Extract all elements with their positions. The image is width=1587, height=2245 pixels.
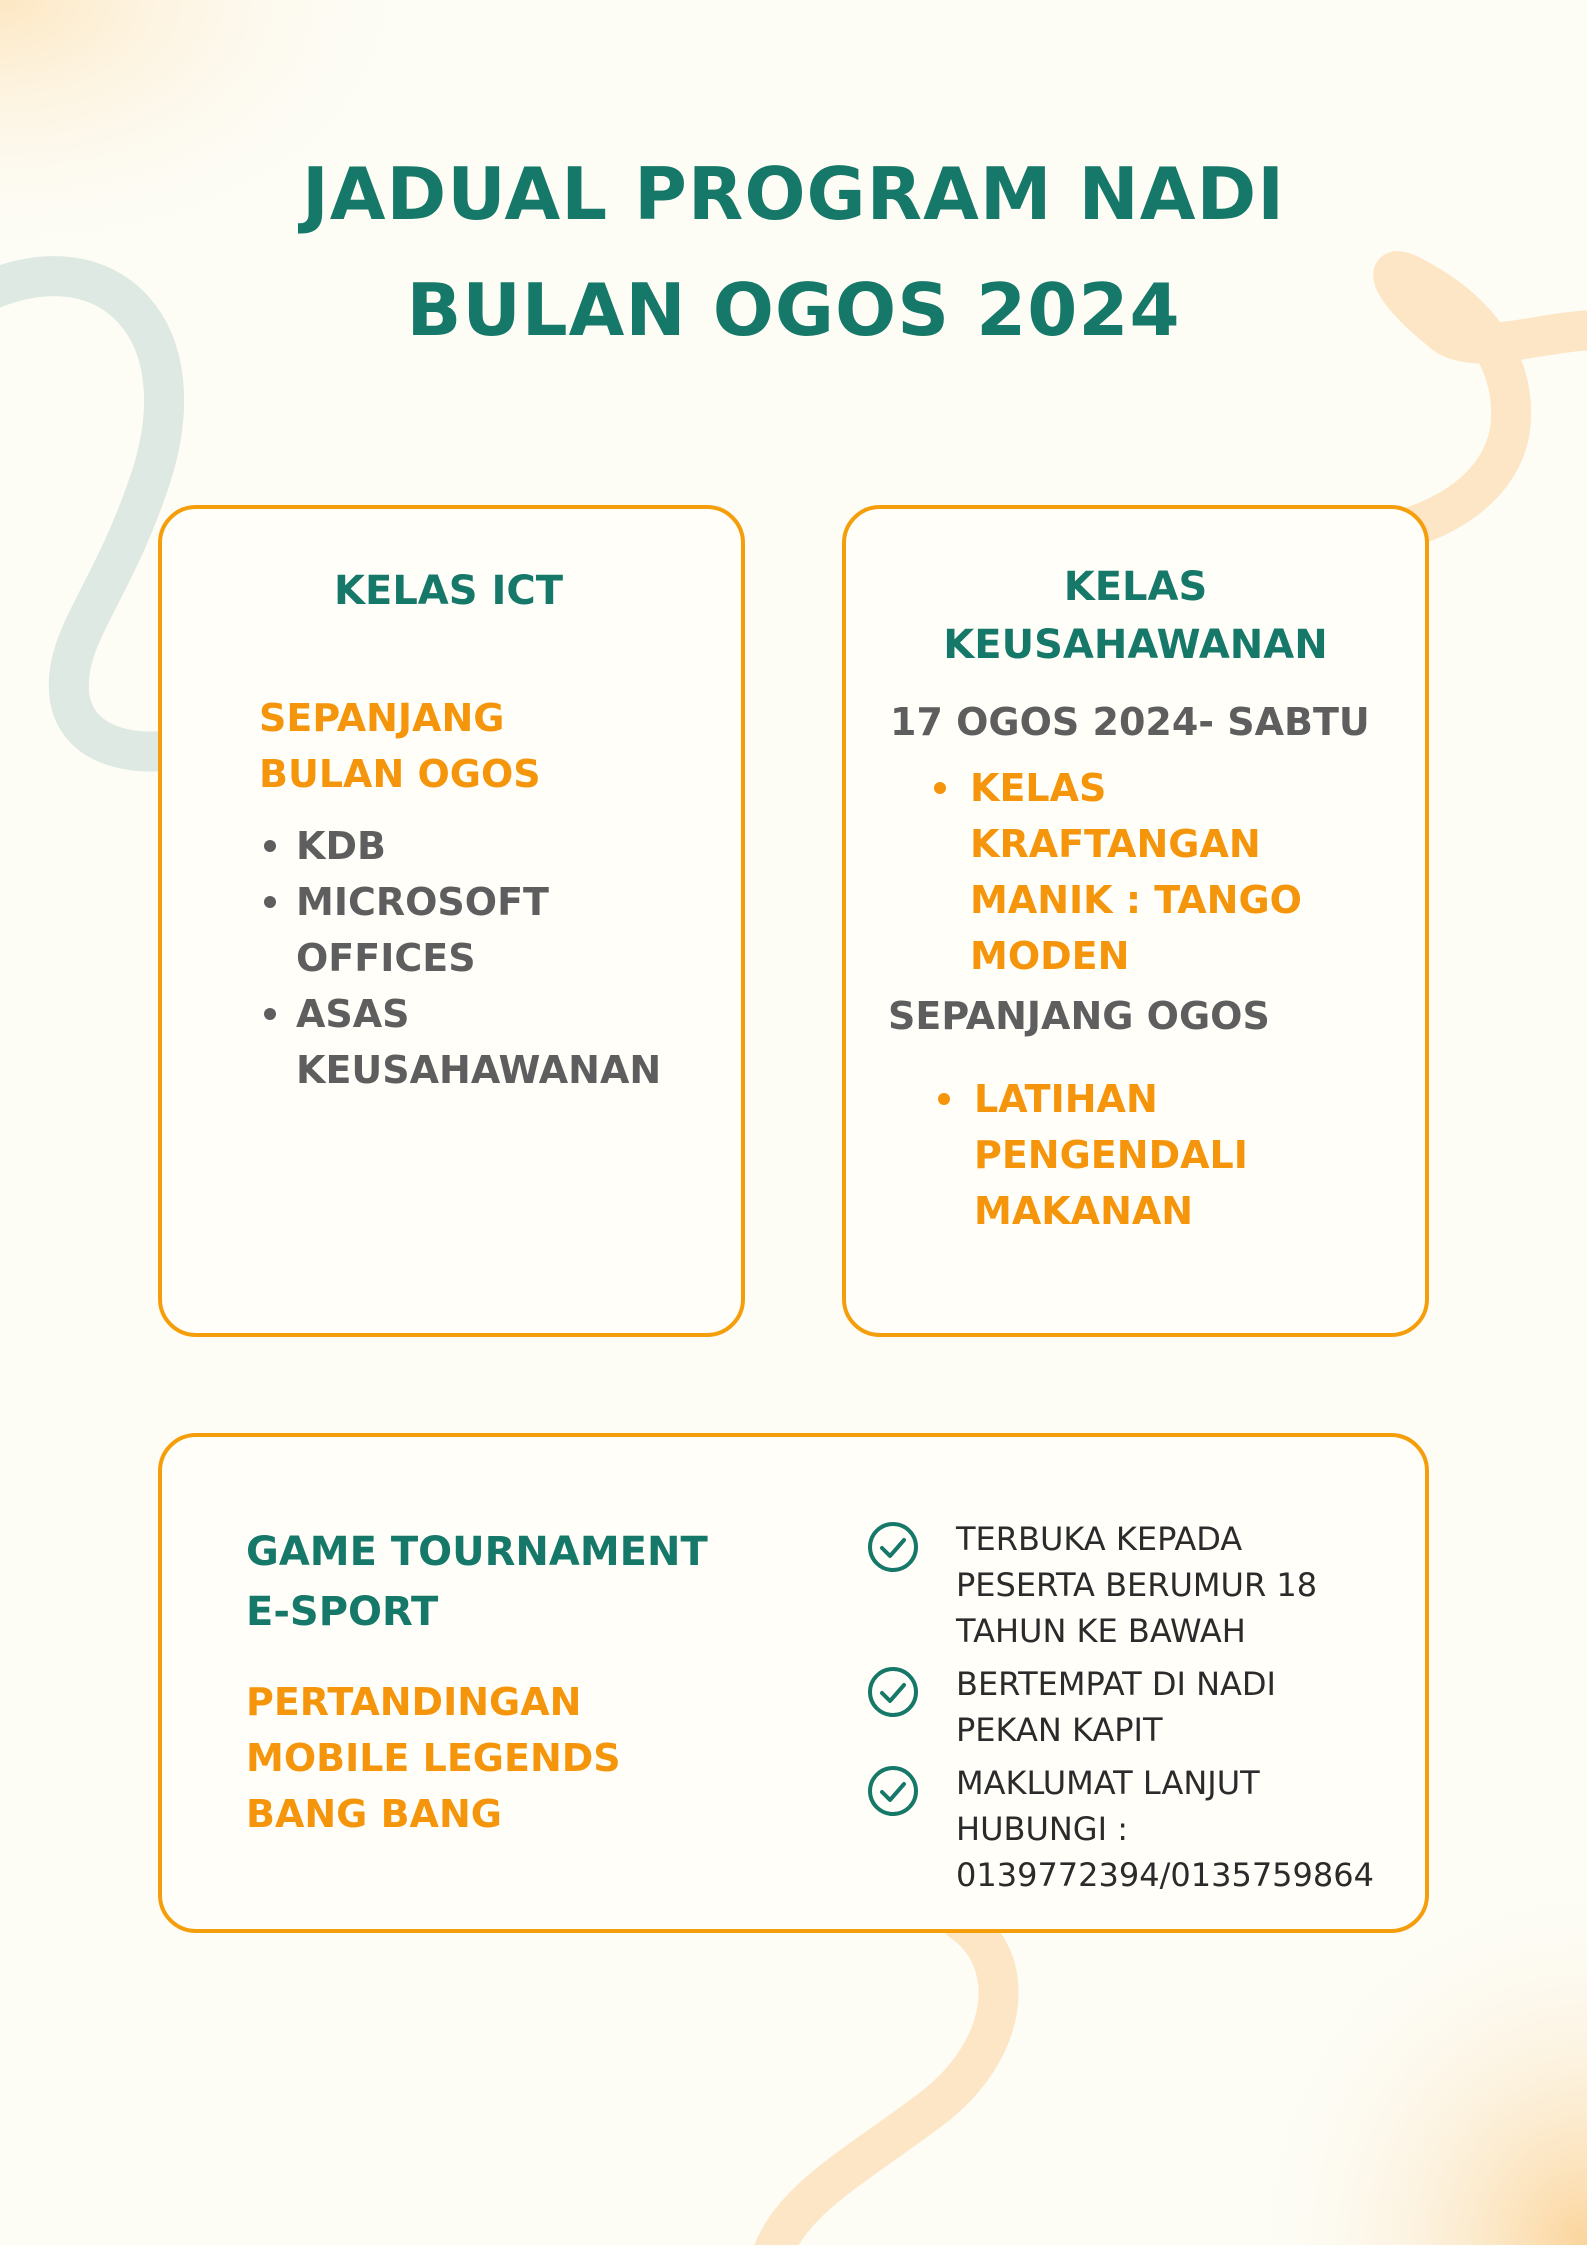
ict-period-line2: BULAN OGOS (259, 752, 541, 796)
esport-sub-line3: BANG BANG (246, 1792, 502, 1836)
list-item-text: LATIHAN (974, 1077, 1158, 1121)
page-title-line2: BULAN OGOS 2024 (406, 268, 1181, 352)
business-date1-items (934, 760, 1302, 984)
list-item-text: ASAS (296, 992, 410, 1036)
business-date2-items (938, 1071, 1248, 1239)
business-date-1: 17 OGOS 2024- SABTU (890, 700, 1370, 744)
list-item-text: OFFICES (296, 936, 476, 980)
bullet-dot (934, 782, 946, 794)
business-heading-line2: KEUSAHAWANAN (943, 622, 1328, 668)
esport-sub-line1: PERTANDINGAN (246, 1680, 582, 1724)
list-item (934, 760, 1302, 984)
business-card-heading (842, 558, 1429, 674)
list-item (260, 818, 661, 874)
contact-phone-numbers: 0139772394/0135759864 (956, 1856, 1374, 1894)
page-title-line1: JADUAL PROGRAM NADI (301, 152, 1286, 236)
ict-card-heading: KELAS ICT (334, 568, 564, 614)
list-item-text: MAKANAN (974, 1189, 1194, 1233)
teal-swirl-left (0, 276, 170, 751)
list-item-text: KRAFTANGAN (970, 822, 1261, 866)
bullet-dot (264, 896, 276, 908)
esport-heading (246, 1522, 708, 1642)
list-item-text: PENGENDALI (974, 1133, 1248, 1177)
bullet-dot (264, 840, 276, 852)
list-item-text: KELAS (970, 766, 1107, 810)
check-circle-icon (866, 1520, 920, 1574)
business-date-2: SEPANJANG OGOS (888, 994, 1270, 1038)
ict-period-line1: SEPANJANG (259, 696, 505, 740)
list-item-text: MANIK : TANGO (970, 878, 1302, 922)
list-item (260, 874, 661, 986)
list-item (260, 986, 661, 1098)
esport-heading-line1: GAME TOURNAMENT (246, 1529, 708, 1575)
list-item (938, 1071, 1248, 1239)
info-text-venue: BERTEMPAT DI NADI PEKAN KAPIT (956, 1665, 1276, 1749)
list-item-text: MODEN (970, 934, 1130, 978)
check-circle-icon (866, 1764, 920, 1818)
peach-swirl-bottom (770, 1920, 999, 2245)
check-circle-icon (866, 1665, 920, 1719)
list-item-text: MICROSOFT (296, 880, 549, 924)
bottom-right-glow (1250, 1880, 1587, 2245)
esport-sub-line2: MOBILE LEGENDS (246, 1736, 621, 1780)
business-heading-line1: KELAS (1063, 564, 1208, 610)
list-item-text: KDB (296, 824, 386, 868)
list-item-text: KEUSAHAWANAN (296, 1048, 662, 1092)
ict-course-list (260, 818, 661, 1098)
info-text-eligibility: TERBUKA KEPADA PESERTA BERUMUR 18 TAHUN KE BAWAH (956, 1520, 1318, 1650)
esport-heading-line2: E-SPORT (246, 1589, 439, 1635)
esport-subtitle (246, 1674, 621, 1842)
bullet-dot (938, 1093, 950, 1105)
ict-period (259, 690, 541, 802)
info-text-contact: MAKLUMAT LANJUT HUBUNGI : 0139772394/0135759864 (956, 1764, 1374, 1894)
bullet-dot (264, 1008, 276, 1020)
